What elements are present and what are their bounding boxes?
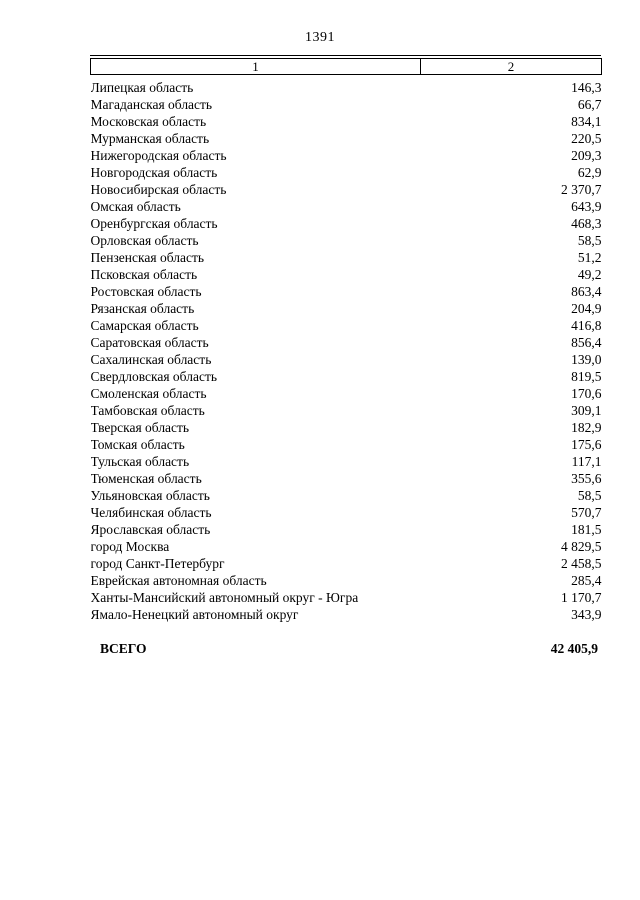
table-row (91, 232, 602, 249)
table-row (91, 351, 602, 368)
table-row (91, 470, 602, 487)
table-row (91, 147, 602, 164)
region-name-cell: Ульяновская область (90, 488, 210, 503)
region-value-cell: 49,2 (577, 267, 602, 282)
region-name-cell: Саратовская область (90, 335, 209, 350)
region-value-cell: 139,0 (571, 352, 602, 367)
region-name-cell: Тамбовская область (90, 403, 205, 418)
region-name-cell: Свердловская область (90, 369, 217, 384)
region-value-cell: 343,9 (571, 607, 602, 622)
region-value-cell: 285,4 (571, 573, 602, 588)
region-value-cell: 181,5 (571, 522, 602, 537)
region-value-cell: 643,9 (571, 199, 602, 214)
region-name-cell: Еврейская автономная область (90, 573, 267, 588)
region-value-cell: 355,6 (571, 471, 602, 486)
table-row (91, 334, 602, 351)
table-row (91, 181, 602, 198)
region-name-cell: Тульская область (90, 454, 190, 469)
table-row (91, 589, 602, 606)
table-row (91, 487, 602, 504)
table-body (91, 75, 602, 624)
table-row (91, 368, 602, 385)
region-name-cell: Челябинская область (90, 505, 212, 520)
region-value-cell: 66,7 (577, 97, 602, 112)
region-name-cell: город Москва (90, 539, 170, 554)
region-value-cell: 209,3 (571, 148, 602, 163)
table-row (91, 96, 602, 113)
region-value-cell: 468,3 (571, 216, 602, 231)
region-value-cell: 182,9 (571, 420, 602, 435)
regions-table (90, 58, 602, 623)
table-row (91, 113, 602, 130)
table-row (91, 521, 602, 538)
region-name-cell: Омская область (90, 199, 181, 214)
region-name-cell: Тверская область (90, 420, 190, 435)
table-row (91, 198, 602, 215)
table-container (90, 55, 601, 623)
total-row (90, 641, 601, 657)
region-value-cell: 220,5 (571, 131, 602, 146)
region-name-cell: Псковская область (90, 267, 198, 282)
region-name-cell: Ростовская область (90, 284, 202, 299)
table-row (91, 606, 602, 623)
table-row (91, 453, 602, 470)
table-row (91, 164, 602, 181)
region-value-cell: 1 170,7 (561, 590, 602, 605)
region-value-cell: 170,6 (571, 386, 602, 401)
region-value-cell: 175,6 (571, 437, 602, 452)
table-row (91, 300, 602, 317)
table-row (91, 249, 602, 266)
region-value-cell: 2 458,5 (561, 556, 602, 571)
region-name-cell: Ямало-Ненецкий автономный округ (90, 607, 299, 622)
total-value: 42 405,9 (550, 641, 598, 656)
region-name-cell: Мурманская область (90, 131, 210, 146)
region-value-cell: 204,9 (571, 301, 602, 316)
region-name-cell: Нижегородская область (90, 148, 227, 163)
region-name-cell: Самарская область (90, 318, 199, 333)
region-name-cell: Смоленская область (90, 386, 207, 401)
table-row (91, 419, 602, 436)
region-name-cell: Тюменская область (90, 471, 202, 486)
table-row (91, 555, 602, 572)
page-number: 1391 (305, 30, 335, 45)
region-value-cell: 146,3 (571, 80, 602, 95)
region-name-cell: Оренбургская область (90, 216, 218, 231)
region-value-cell: 416,8 (571, 318, 602, 333)
region-value-cell: 863,4 (571, 284, 602, 299)
region-name-cell: город Санкт-Петербург (90, 556, 225, 571)
region-value-cell: 58,5 (577, 488, 602, 503)
region-name-cell: Липецкая область (90, 80, 194, 95)
table-row (91, 130, 602, 147)
region-value-cell: 2 370,7 (561, 182, 602, 197)
region-name-cell: Московская область (90, 114, 207, 129)
region-name-cell: Орловская область (90, 233, 199, 248)
region-name-cell: Рязанская область (90, 301, 195, 316)
region-value-cell: 4 829,5 (561, 539, 602, 554)
column-header-2: 2 (421, 59, 602, 75)
table-row (91, 538, 602, 555)
region-value-cell: 309,1 (571, 403, 602, 418)
region-name-cell: Новгородская область (90, 165, 218, 180)
region-name-cell: Сахалинская область (90, 352, 212, 367)
column-header-1: 1 (91, 59, 421, 75)
region-value-cell: 117,1 (571, 454, 602, 469)
region-value-cell: 58,5 (577, 233, 602, 248)
region-name-cell: Ярославская область (90, 522, 211, 537)
region-value-cell: 834,1 (571, 114, 602, 129)
table-row (91, 436, 602, 453)
table-row (91, 317, 602, 334)
table-row (91, 215, 602, 232)
region-value-cell: 570,7 (571, 505, 602, 520)
region-name-cell: Новосибирская область (90, 182, 227, 197)
region-name-cell: Томская область (90, 437, 185, 452)
region-name-cell: Ханты-Мансийский автономный округ - Югра (90, 590, 359, 605)
region-value-cell: 856,4 (571, 335, 602, 350)
table-row (91, 504, 602, 521)
region-name-cell: Пензенская область (90, 250, 204, 265)
table-row (91, 385, 602, 402)
table-header-row (91, 59, 602, 75)
region-value-cell: 819,5 (571, 369, 602, 384)
region-value-cell: 51,2 (577, 250, 602, 265)
table-row (91, 572, 602, 589)
table-row (91, 75, 602, 97)
region-name-cell: Магаданская область (90, 97, 213, 112)
table-row (91, 402, 602, 419)
total-label: ВСЕГО (100, 641, 147, 656)
table-row (91, 283, 602, 300)
table-row (91, 266, 602, 283)
region-value-cell: 62,9 (577, 165, 602, 180)
